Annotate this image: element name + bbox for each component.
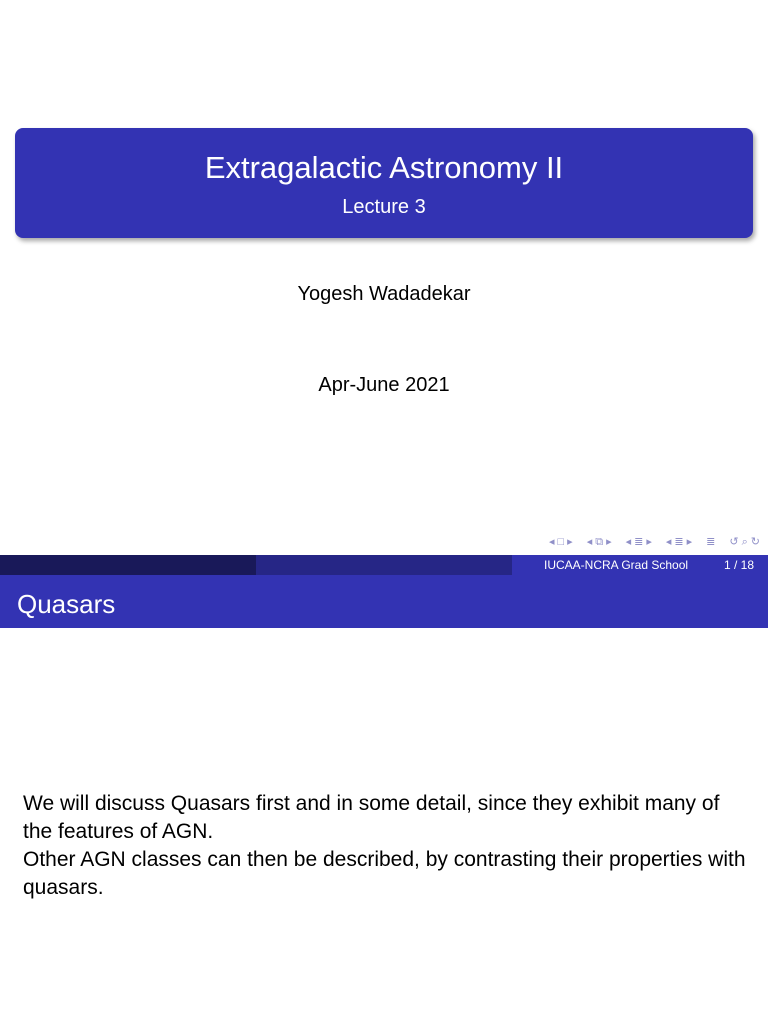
nav-next-section-icon[interactable]: ▸: [686, 536, 693, 548]
page-number: 1 / 18: [723, 558, 754, 572]
title-box: [15, 128, 753, 238]
presentation-date: Apr-June 2021: [318, 374, 450, 396]
nav-section-icon[interactable]: ≣: [674, 536, 684, 548]
nav-forward-icon[interactable]: ↻: [750, 536, 760, 548]
footer-info-block: [512, 555, 768, 575]
author-name: Yogesh Wadadekar: [297, 283, 471, 305]
footer-author-block: [0, 555, 256, 575]
body-paragraph: Other AGN classes can then be described, by contrasting their properties with quasars.: [23, 848, 746, 899]
nav-prev-subsection-icon[interactable]: ◂: [625, 536, 632, 548]
nav-next-frame-icon[interactable]: ▸: [606, 536, 612, 548]
nav-prev-section-icon[interactable]: ◂: [665, 536, 672, 548]
nav-next-subsection-icon[interactable]: ▸: [646, 536, 652, 548]
slide-body: [23, 790, 753, 902]
footer-institute: IUCAA-NCRA Grad School: [544, 558, 689, 572]
nav-frame-icon[interactable]: ⧉: [595, 536, 604, 548]
nav-subsection-icon[interactable]: ≣: [634, 536, 644, 548]
nav-prev-frame-icon[interactable]: ◂: [586, 536, 593, 548]
presentation-subtitle: Lecture 3: [342, 196, 426, 218]
nav-document-icon[interactable]: ≣: [706, 536, 716, 548]
nav-prev-slide-icon[interactable]: ◂: [548, 536, 555, 548]
slide-footer: [0, 555, 768, 575]
footer-title-block: [256, 555, 512, 575]
nav-next-slide-icon[interactable]: ▸: [567, 536, 573, 548]
nav-search-icon[interactable]: ⌕: [741, 536, 748, 548]
beamer-navigation-bar: [549, 534, 760, 550]
nav-slide-icon[interactable]: □: [557, 536, 565, 548]
presentation-title: Extragalactic Astronomy II: [204, 150, 564, 185]
frame-title: Quasars: [0, 575, 768, 628]
body-paragraph: We will discuss Quasars first and in some detail, since they exhibit many of the features of AGN.: [23, 792, 720, 843]
nav-back-icon[interactable]: ↺: [729, 536, 739, 548]
